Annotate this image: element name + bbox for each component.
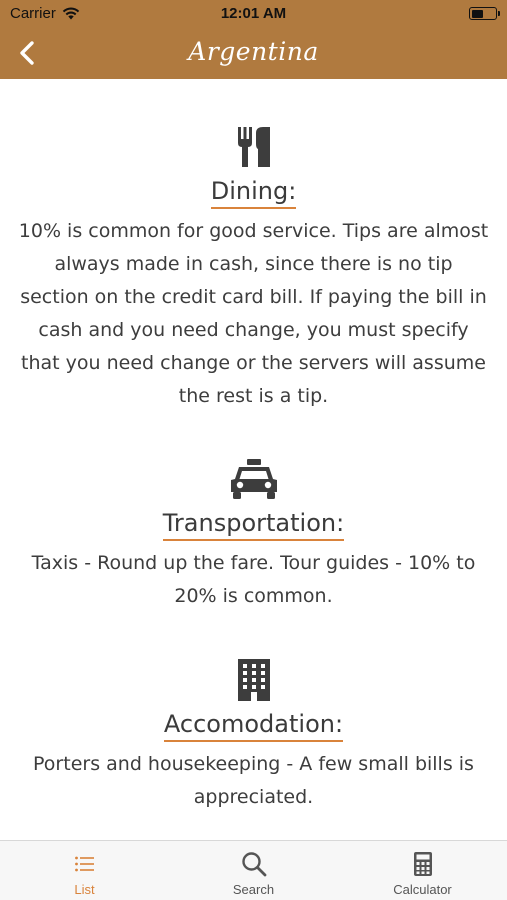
taxi-icon	[0, 455, 507, 503]
status-bar	[0, 0, 507, 28]
building-icon	[0, 656, 507, 704]
section-body: Taxis - Round up the fare. Tour guides - 10% to 20% is common.	[31, 552, 476, 607]
content-area	[0, 79, 507, 840]
section-heading: Dining:	[211, 177, 297, 209]
section-heading: Accomodation:	[164, 710, 343, 742]
carrier-label: Carrier	[10, 5, 56, 22]
tab-label: Search	[232, 882, 275, 897]
section-heading: Transportation:	[163, 509, 344, 541]
navigation-bar	[0, 28, 507, 79]
section-body: 10% is common for good service. Tips are almost always made in cash, since there is no tip section on the credit card bill. If paying the bill in cash and you need change, you must specify that you need change or the servers will assume the rest is a tip.	[18, 220, 489, 407]
tab-search[interactable]	[169, 841, 338, 900]
tab-label: List	[74, 882, 95, 897]
search-icon	[241, 850, 267, 878]
battery-level	[472, 10, 483, 18]
page-title: Argentina	[188, 37, 319, 66]
accomodation-section	[0, 656, 507, 814]
battery-icon	[469, 7, 497, 20]
back-button[interactable]	[10, 36, 44, 70]
tab-label: Calculator	[393, 882, 452, 897]
dining-section	[0, 123, 507, 413]
calculator-icon	[413, 850, 433, 878]
chevron-left-icon	[18, 40, 36, 66]
section-body: Porters and housekeeping - A few small bills is appreciated.	[33, 753, 474, 808]
list-icon	[74, 850, 96, 878]
transportation-section	[0, 455, 507, 613]
tab-list[interactable]	[0, 841, 169, 900]
fork-knife-icon	[0, 123, 507, 171]
status-time: 12:01 AM	[220, 5, 287, 22]
tab-calculator[interactable]	[338, 841, 507, 900]
tab-bar	[0, 840, 507, 900]
